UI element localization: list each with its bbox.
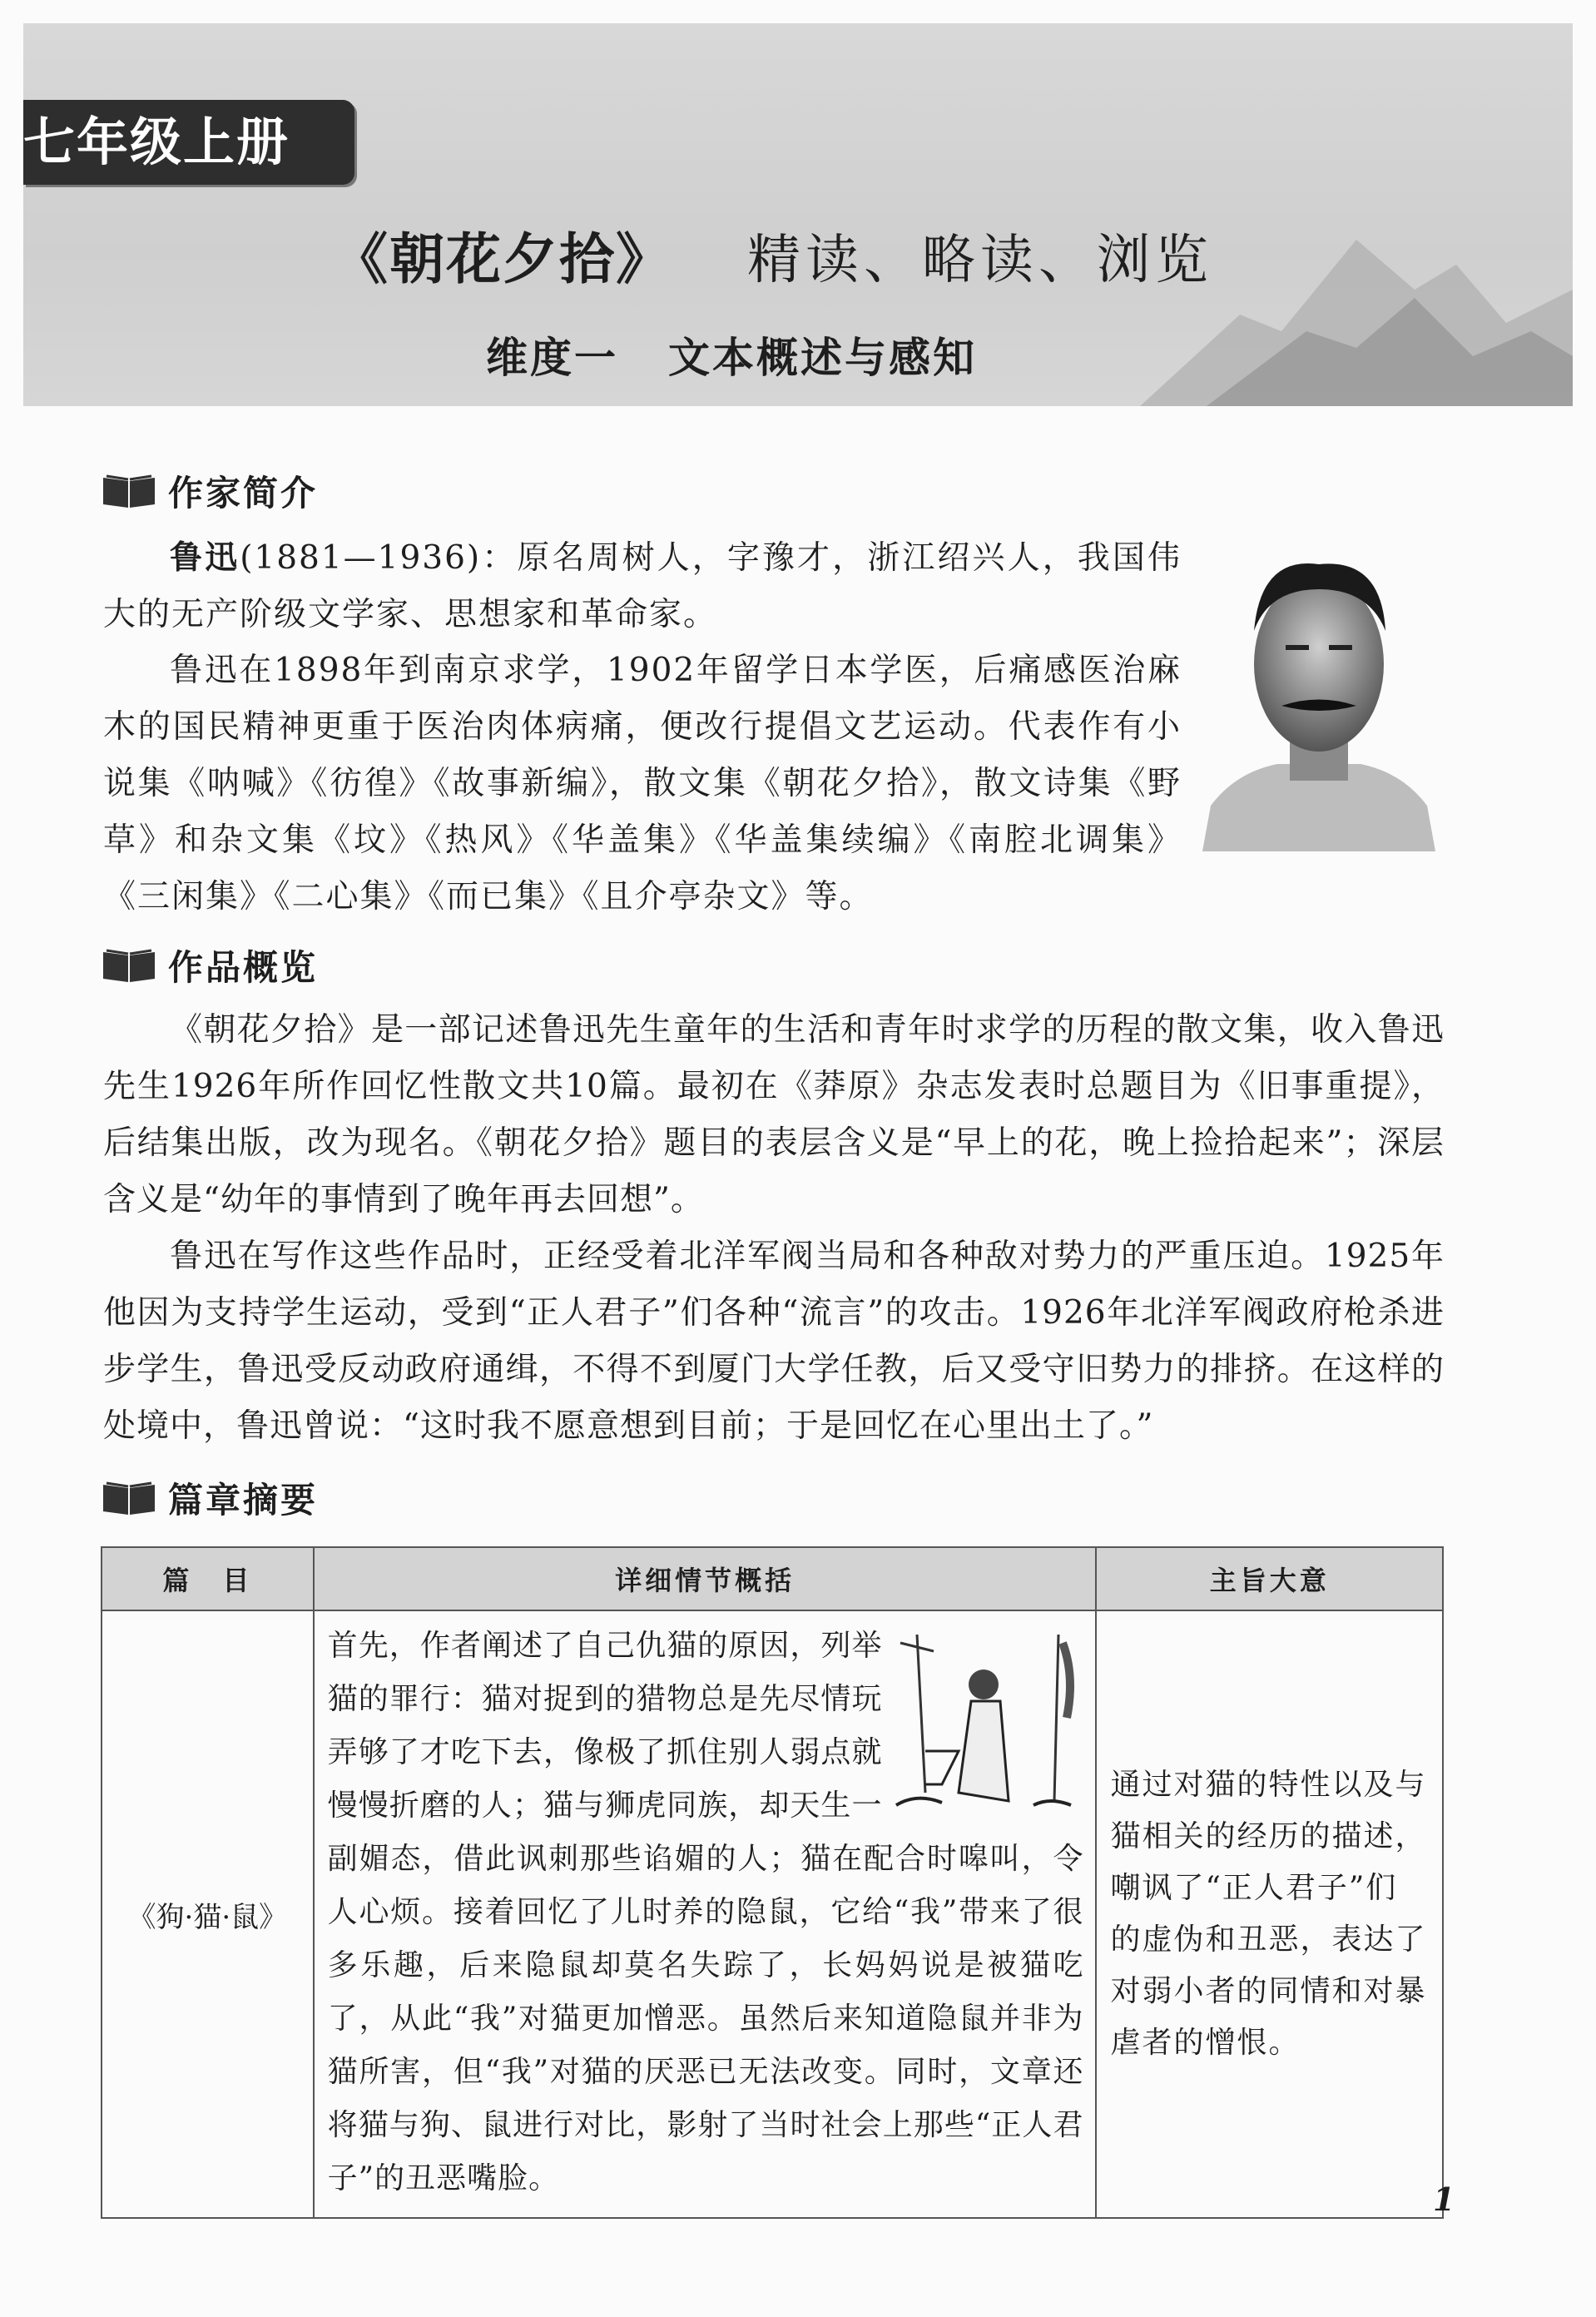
chapter-theme-cell: 通过对猫的特性以及与猫相关的经历的描述，嘲讽了“正人君子”们的虚伪和丑恶，表达了对弱小者的同情和对暴虐者的憎恨。 bbox=[1096, 1610, 1443, 2218]
section-title: 篇章摘要 bbox=[168, 1480, 319, 1521]
chapter-title-cell: 《狗·猫·鼠》 bbox=[102, 1610, 314, 2218]
column-header: 详细情节概括 bbox=[314, 1547, 1097, 1610]
book-icon bbox=[102, 1480, 156, 1516]
column-header: 篇 目 bbox=[102, 1547, 314, 1610]
section-title: 作品概览 bbox=[168, 947, 319, 988]
dimension-number: 维度一 bbox=[486, 334, 618, 382]
table-header-row bbox=[102, 1547, 1443, 1610]
illustration-image bbox=[892, 1626, 1083, 1822]
table-row bbox=[102, 1610, 1443, 2218]
column-header: 主旨大意 bbox=[1096, 1547, 1443, 1610]
page-number: 1 bbox=[1433, 2181, 1455, 2218]
dimension-name: 文本概述与感知 bbox=[668, 334, 977, 382]
book-icon bbox=[102, 947, 156, 984]
author-bio-text: (1881—1936)：原名周树人，字豫才，浙江绍兴人，我国伟大的无产阶级文学家、思想家和革命家。 bbox=[103, 539, 1182, 633]
author-works-paragraph: 鲁迅在1898年到南京求学，1902年留学日本学医，后痛感医治麻木的国民精神更重于医治肉体病痛，便改行提倡文艺运动。代表作有小说集《呐喊》《彷徨》《故事新编》，散文集《朝花夕拾》，散文诗集《野草》和杂文集《坟》《热风》《华盖集》《华盖集续编》《南腔北调集》《三闲集》《二心集》《而已集》《且介亭杂文》等。 bbox=[103, 652, 1182, 915]
section-heading-author bbox=[102, 468, 318, 514]
section-title: 作家简介 bbox=[168, 473, 319, 514]
page-title bbox=[333, 215, 1213, 294]
book-icon bbox=[102, 473, 156, 509]
section-heading-summary bbox=[102, 1475, 318, 1521]
reading-modes: 精读、略读、浏览 bbox=[747, 230, 1213, 291]
chapter-summary-table bbox=[101, 1546, 1444, 2219]
dimension-title bbox=[486, 325, 977, 385]
grade-label: 七年级上册 bbox=[23, 100, 354, 185]
overview-paragraph-1: 《朝花夕拾》是一部记述鲁迅先生童年的生活和青年时求学的历程的散文集，收入鲁迅先生1926年所作回忆性散文共10篇。最初在《莽原》杂志发表时总题目为《旧事重提》，后结集出版，改为现名。《朝花夕拾》题目的表层含义是“早上的花，晚上捡拾起来”；深层含义是“幼年的事情到了晚年再去回想”。 bbox=[103, 1011, 1445, 1218]
chapter-detail-cell bbox=[314, 1610, 1097, 2218]
overview-paragraph-2: 鲁迅在写作这些作品时，正经受着北洋军阀当局和各种敌对势力的严重压迫。1925年他因为支持学生运动，受到“正人君子”们各种“流言”的攻击。1926年北洋军阀政府枪杀进步学生，鲁迅受反动政府通缉，不得不到厦门大学任教，后又受守旧势力的排挤。在这样的处境中，鲁迅曾说：“这时我不愿意想到目前；于是回忆在心里出土了。” bbox=[103, 1238, 1445, 1445]
author-name: 鲁迅 bbox=[170, 538, 240, 577]
author-bio-paragraph bbox=[103, 529, 1182, 643]
author-portrait bbox=[1202, 531, 1435, 851]
chapter-detail-text: 首先，作者阐述了自己仇猫的原因，列举猫的罪行：猫对捉到的猎物总是先尽情玩弄够了才吃下去，像极了抓住别人弱点就慢慢折磨的人；猫与狮虎同族，却天生一副媚态，借此讽刺那些谄媚的人；猫在配合时嗥叫，令人心烦。接着回忆了儿时养的隐鼠，它给“我”带来了很多乐趣，后来隐鼠却莫名失踪了，长妈妈说是被猫吃了，从此“我”对猫更加憎恶。虽然后来知道隐鼠并非为猫所害，但“我”对猫的厌恶已无法改变。同时，文章还将猫与狗、鼠进行对比，影射了当时社会上那些“正人君子”的丑恶嘴脸。 bbox=[327, 1629, 1084, 2195]
section-heading-overview bbox=[102, 942, 318, 989]
book-title: 《朝花夕拾》 bbox=[333, 227, 672, 291]
